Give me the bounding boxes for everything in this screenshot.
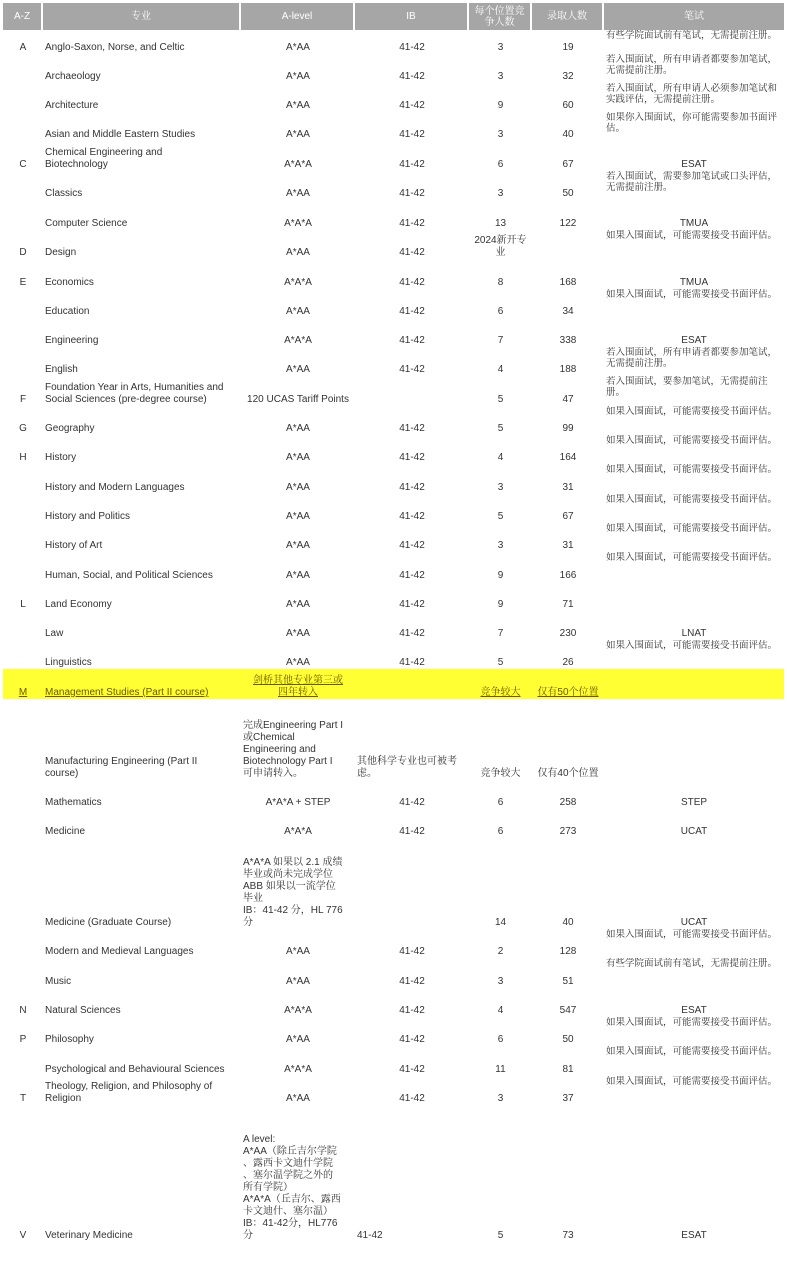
table-row xyxy=(3,640,784,669)
row-letter: C xyxy=(19,159,27,170)
row-alevel: A*AA xyxy=(286,452,310,463)
row-competition: 6 xyxy=(497,826,504,837)
table-row xyxy=(3,552,784,582)
row-letter: D xyxy=(19,247,27,258)
row-letter: N xyxy=(19,1005,27,1016)
row-alevel: A*AA xyxy=(286,657,310,668)
row-letter xyxy=(3,1046,43,1076)
row-written-test: UCAT xyxy=(680,826,708,837)
row-alevel: 完成Engineering Part I 或Chemical Engineering and Biotechnology Part I 可申请转入。 xyxy=(243,720,344,779)
row-competition: 13 xyxy=(494,218,507,229)
table-row xyxy=(3,699,784,780)
row-alevel: A*AA xyxy=(286,570,310,581)
row-letter xyxy=(3,838,43,929)
row-competition: 7 xyxy=(497,335,504,346)
row-competition: 2 xyxy=(497,946,504,957)
table-row xyxy=(3,611,784,640)
row-major: Geography xyxy=(45,423,95,434)
row-admitted xyxy=(532,230,604,259)
row-letter xyxy=(3,83,43,112)
row-admitted: 32 xyxy=(562,71,574,82)
row-written-test: TMUA xyxy=(679,277,709,288)
row-major: Economics xyxy=(45,277,94,288)
row-written-test: 如果入围面试，可能需要接受书面评估。 xyxy=(606,289,778,300)
row-written-test: 如果入围面试，可能需要接受书面评估。 xyxy=(606,640,778,651)
row-ib xyxy=(355,669,469,699)
row-admitted: 73 xyxy=(562,1230,574,1241)
row-admitted: 19 xyxy=(562,42,574,53)
row-alevel: A*AA xyxy=(286,511,310,522)
row-competition: 9 xyxy=(497,570,504,581)
row-admitted: 34 xyxy=(562,306,574,317)
row-letter: G xyxy=(19,423,27,434)
row-admitted: 26 xyxy=(562,657,574,668)
row-admitted: 273 xyxy=(559,826,577,837)
row-alevel: A*AA xyxy=(286,42,310,53)
row-competition: 5 xyxy=(497,657,504,668)
row-written-test: ESAT xyxy=(681,1230,707,1241)
row-letter xyxy=(3,552,43,582)
row-major: Education xyxy=(45,306,90,317)
row-admitted: 338 xyxy=(559,335,577,346)
table-row xyxy=(3,958,784,988)
row-admitted: 50 xyxy=(562,1034,574,1045)
row-competition: 5 xyxy=(497,511,504,522)
row-major: History and Modern Languages xyxy=(45,482,185,493)
table-body xyxy=(3,30,784,1242)
row-ib: 41-42 xyxy=(399,797,425,808)
row-alevel: A*A*A xyxy=(284,159,312,170)
row-competition: 3 xyxy=(497,540,504,551)
row-major: Anglo-Saxon, Norse, and Celtic xyxy=(45,42,185,53)
table-row xyxy=(3,83,784,112)
row-alevel: A*AA xyxy=(286,599,310,610)
row-written-test: ESAT xyxy=(681,1005,707,1016)
row-major: Management Studies (Part II course) xyxy=(43,669,241,699)
row-ib: 41-42 xyxy=(399,364,425,375)
table-row xyxy=(3,376,784,406)
row-letter xyxy=(3,54,43,83)
row-written-test: 如果入围面试，可能需要接受书面评估。 xyxy=(606,929,778,940)
row-ib: 41-42 xyxy=(399,247,425,258)
row-ib: 41-42 xyxy=(399,452,425,463)
row-ib: 41-42 xyxy=(357,1230,383,1241)
row-admitted: 40 xyxy=(562,917,574,928)
row-major: English xyxy=(45,364,78,375)
row-admitted: 47 xyxy=(562,394,574,405)
table-row xyxy=(3,988,784,1017)
row-major: Theology, Religion, and Philosophy of Religion xyxy=(45,1081,213,1104)
table-row xyxy=(3,669,784,699)
row-alevel: A*AA xyxy=(286,1093,310,1104)
row-alevel: A*A*A xyxy=(284,335,312,346)
row-written-test: 若入围面试，所有申请者都要参加笔试，无需提前注册。 xyxy=(606,54,778,76)
row-letter xyxy=(3,699,43,780)
row-written-test: 如果入围面试，可能需要接受书面评估。 xyxy=(606,230,778,241)
row-written-test: ESAT xyxy=(681,159,707,170)
row-ib: 41-42 xyxy=(399,540,425,551)
row-major: History xyxy=(45,452,77,463)
row-ib: 41-42 xyxy=(399,306,425,317)
row-admitted: 51 xyxy=(562,976,574,987)
row-letter: E xyxy=(19,277,27,288)
row-major: Medicine (Graduate Course) xyxy=(45,917,172,928)
row-written-test: 如果你入围面试，你可能需要参加书面评估。 xyxy=(606,112,778,134)
row-competition: 2024新开专 业 xyxy=(474,235,527,258)
row-competition: 6 xyxy=(497,1034,504,1045)
row-letter xyxy=(3,780,43,809)
row-major: Linguistics xyxy=(45,657,92,668)
row-ib: 41-42 xyxy=(399,570,425,581)
row-major: Classics xyxy=(45,188,83,199)
row-admitted: 81 xyxy=(562,1064,574,1075)
row-written-test: 如果入围面试，可能需要接受书面评估。 xyxy=(606,494,778,505)
row-written-test: 若入围面试，要参加笔试，无需提前注册。 xyxy=(606,376,768,398)
row-admitted: 230 xyxy=(559,628,577,639)
row-major: History and Politics xyxy=(45,511,131,522)
row-alevel: A*A*A xyxy=(284,218,312,229)
table-row xyxy=(3,289,784,318)
row-ib: 41-42 xyxy=(399,657,425,668)
row-written-test: STEP xyxy=(680,797,708,808)
row-admitted: 仅有50个位置 xyxy=(532,669,604,699)
row-alevel: A*A*A xyxy=(284,826,312,837)
row-major: Chemical Engineering and Biotechnology xyxy=(45,147,163,170)
row-major: Engineering xyxy=(45,335,99,346)
row-competition: 11 xyxy=(495,1064,506,1075)
row-letter xyxy=(3,494,43,523)
row-written-test: 有些学院面试前有笔试，无需提前注册。 xyxy=(606,30,778,41)
row-ib: 其他科学专业也可被考 虑。 xyxy=(357,756,457,779)
table-row xyxy=(3,464,784,494)
table-row xyxy=(3,435,784,464)
row-ib: 41-42 xyxy=(399,628,425,639)
row-alevel: A level: A*AA（除丘吉尔学院 、露西卡文迪什学院 、塞尔温学院之外的 所有学院） A*A*A（丘吉尔、露西 卡文迪什、塞尔温） IB：41-42分，HL776 分 xyxy=(243,1134,341,1241)
row-alevel: A*AA xyxy=(286,247,310,258)
table-row xyxy=(3,406,784,435)
row-written-test: 如果入围面试，可能需要接受书面评估。 xyxy=(606,1046,778,1057)
table-row xyxy=(3,929,784,958)
row-written-test: 如果入围面试，可能需要接受书面评估。 xyxy=(606,1076,778,1087)
row-letter: H xyxy=(19,452,27,463)
table-row xyxy=(3,259,784,289)
row-letter: V xyxy=(19,1230,27,1241)
row-admitted: 67 xyxy=(562,511,574,522)
row-competition: 3 xyxy=(497,1093,504,1104)
row-alevel: A*AA xyxy=(286,482,310,493)
row-ib: 41-42 xyxy=(399,71,425,82)
row-major: Philosophy xyxy=(45,1034,94,1045)
header-alevel: A-level xyxy=(241,3,355,30)
table-row xyxy=(3,318,784,347)
table-row xyxy=(3,1046,784,1076)
row-ib xyxy=(355,376,469,406)
row-ib: 41-42 xyxy=(399,100,425,111)
table-row xyxy=(3,230,784,259)
row-written-test: 如果入围面试，可能需要接受书面评估。 xyxy=(606,523,778,534)
row-letter xyxy=(3,171,43,200)
row-alevel: A*AA xyxy=(286,1034,310,1045)
row-major: Computer Science xyxy=(45,218,128,229)
row-written-test: 如果入围面试，可能需要接受书面评估。 xyxy=(606,552,778,563)
row-letter xyxy=(3,523,43,552)
row-letter xyxy=(3,611,43,640)
row-major: Music xyxy=(45,976,72,987)
table-row xyxy=(3,582,784,611)
row-alevel: A*A*A xyxy=(284,1005,312,1016)
row-admitted: 31 xyxy=(562,540,574,551)
row-alevel: A*A*A xyxy=(284,277,312,288)
row-admitted: 71 xyxy=(562,599,574,610)
row-admitted: 258 xyxy=(559,797,577,808)
row-ib: 41-42 xyxy=(399,188,425,199)
row-competition: 7 xyxy=(497,628,504,639)
row-competition: 竞争较大 xyxy=(469,669,532,699)
table-row xyxy=(3,112,784,141)
row-letter: M xyxy=(3,669,43,699)
row-written-test xyxy=(604,582,784,611)
row-ib: 41-42 xyxy=(399,423,425,434)
row-admitted: 128 xyxy=(559,946,577,957)
table-row xyxy=(3,1105,784,1242)
row-ib: 41-42 xyxy=(399,946,425,957)
table-row xyxy=(3,780,784,809)
row-written-test: 如果入围面试，可能需要接受书面评估。 xyxy=(606,1017,778,1028)
row-written-test: 若入围面试，所有申请人必须参加笔试和实践评估，无需提前注册。 xyxy=(606,83,778,105)
row-alevel: A*AA xyxy=(286,188,310,199)
row-major: Natural Sciences xyxy=(45,1005,121,1016)
row-major: Psychological and Behavioural Sciences xyxy=(45,1064,225,1075)
row-written-test: 有些学院面试前有笔试，无需提前注册。 xyxy=(606,958,778,969)
row-letter: A xyxy=(19,42,27,53)
row-admitted: 99 xyxy=(562,423,574,434)
row-competition: 5 xyxy=(497,394,504,405)
row-ib: 41-42 xyxy=(399,1064,425,1075)
row-letter xyxy=(3,112,43,141)
row-letter xyxy=(3,809,43,838)
table-row xyxy=(3,54,784,83)
row-ib: 41-42 xyxy=(399,1034,425,1045)
row-alevel: A*A*A 如果以 2.1 成绩 毕业或尚未完成学位 ABB 如果以一流学位 毕业 IB：41-42 分，HL 776 分 xyxy=(243,857,343,928)
row-ib: 41-42 xyxy=(399,42,425,53)
row-major: Medicine xyxy=(45,826,86,837)
row-ib: 41-42 xyxy=(399,1005,425,1016)
row-alevel: A*AA xyxy=(286,423,310,434)
row-major: Modern and Medieval Languages xyxy=(45,946,194,957)
header-major: 专业 xyxy=(43,3,241,30)
header-ib: IB xyxy=(355,3,469,30)
row-admitted: 31 xyxy=(562,482,574,493)
row-ib: 41-42 xyxy=(399,129,425,140)
table-row xyxy=(3,347,784,376)
table-row xyxy=(3,523,784,552)
row-competition: 9 xyxy=(497,100,504,111)
row-competition: 3 xyxy=(497,71,504,82)
row-written-test: 如果入围面试，可能需要接受书面评估。 xyxy=(606,464,778,475)
table-row xyxy=(3,494,784,523)
row-ib: 41-42 xyxy=(399,159,425,170)
row-admitted: 67 xyxy=(562,159,574,170)
row-major: Human, Social, and Political Sciences xyxy=(45,570,213,581)
header-row xyxy=(3,3,784,30)
table-row xyxy=(3,171,784,200)
row-alevel: A*AA xyxy=(286,976,310,987)
header-admitted: 录取人数 xyxy=(532,3,604,30)
row-letter xyxy=(3,958,43,988)
header-az: A-Z xyxy=(3,3,43,30)
row-letter: T xyxy=(19,1093,27,1104)
row-major: Veterinary Medicine xyxy=(45,1230,133,1241)
row-admitted: 164 xyxy=(559,452,577,463)
row-competition: 3 xyxy=(497,976,504,987)
row-major: Foundation Year in Arts, Humanities and Social Sciences (pre-degree course) xyxy=(45,382,224,405)
row-major: Architecture xyxy=(45,100,99,111)
admissions-table xyxy=(3,3,784,1242)
row-ib: 41-42 xyxy=(399,335,425,346)
row-alevel: A*AA xyxy=(286,71,310,82)
row-major: Manufacturing Engineering (Part II course) xyxy=(45,756,198,779)
row-admitted: 37 xyxy=(562,1093,574,1104)
row-admitted: 188 xyxy=(559,364,577,375)
row-competition: 6 xyxy=(497,797,504,808)
row-admitted: 547 xyxy=(559,1005,577,1016)
row-letter xyxy=(3,640,43,669)
row-major: Design xyxy=(45,247,77,258)
row-competition: 3 xyxy=(497,482,504,493)
table-row xyxy=(3,141,784,171)
row-letter xyxy=(3,318,43,347)
row-letter xyxy=(3,929,43,958)
header-competition: 每个位置竞 争人数 xyxy=(469,3,532,30)
table-row xyxy=(3,200,784,230)
row-admitted: 仅有40个位置 xyxy=(537,768,599,779)
row-alevel: A*A*A xyxy=(284,1064,312,1075)
row-written-test: UCAT xyxy=(680,917,708,928)
row-admitted: 60 xyxy=(562,100,574,111)
row-ib: 41-42 xyxy=(399,826,425,837)
row-competition: 4 xyxy=(497,364,504,375)
row-alevel: 120 UCAS Tariff Points xyxy=(247,394,349,405)
row-major: Mathematics xyxy=(45,797,102,808)
row-letter: P xyxy=(19,1034,27,1045)
row-admitted: 166 xyxy=(559,570,577,581)
row-major: Land Economy xyxy=(45,599,112,610)
row-competition: 竞争较大 xyxy=(480,768,521,779)
row-alevel: A*AA xyxy=(286,306,310,317)
row-written-test: TMUA xyxy=(679,218,709,229)
row-written-test: 若入围面试，需要参加笔试或口头评估，无需提前注册。 xyxy=(606,171,778,193)
row-alevel: A*A*A + STEP xyxy=(265,797,331,808)
row-letter: F xyxy=(19,394,27,405)
row-competition: 6 xyxy=(497,159,504,170)
row-ib: 41-42 xyxy=(399,599,425,610)
row-ib: 41-42 xyxy=(399,277,425,288)
row-letter: L xyxy=(20,599,26,610)
row-admitted: 50 xyxy=(562,188,574,199)
row-written-test: 如果入围面试，可能需要接受书面评估。 xyxy=(606,435,778,446)
header-written-test: 笔试 xyxy=(604,3,784,30)
row-alevel: A*AA xyxy=(286,540,310,551)
row-ib: 41-42 xyxy=(399,976,425,987)
row-written-test: 如果入围面试，可能需要接受书面评估。 xyxy=(606,406,778,417)
row-competition: 4 xyxy=(497,452,504,463)
row-competition: 4 xyxy=(497,1005,504,1016)
table-header xyxy=(3,3,784,30)
row-letter xyxy=(3,464,43,494)
row-written-test: ESAT xyxy=(681,335,707,346)
row-written-test: LNAT xyxy=(681,628,707,639)
table-row xyxy=(3,1076,784,1105)
table-row xyxy=(3,30,784,54)
row-competition: 3 xyxy=(497,129,504,140)
row-competition: 9 xyxy=(497,599,504,610)
row-competition: 5 xyxy=(497,1230,504,1241)
row-ib xyxy=(355,838,469,929)
row-competition: 6 xyxy=(497,306,504,317)
row-alevel: A*AA xyxy=(286,100,310,111)
row-ib: 41-42 xyxy=(399,511,425,522)
row-ib: 41-42 xyxy=(399,482,425,493)
row-alevel: A*AA xyxy=(286,364,310,375)
row-admitted: 40 xyxy=(562,129,574,140)
row-competition: 3 xyxy=(497,188,504,199)
row-major: Archaeology xyxy=(45,71,101,82)
row-competition: 8 xyxy=(497,277,504,288)
table-row xyxy=(3,838,784,929)
row-letter xyxy=(3,289,43,318)
row-written-test xyxy=(604,669,784,699)
row-letter xyxy=(3,347,43,376)
row-letter xyxy=(3,200,43,230)
row-competition: 14 xyxy=(494,917,507,928)
row-ib: 41-42 xyxy=(399,1093,425,1104)
row-alevel: 剑桥其他专业第三或 四年转入 xyxy=(241,669,355,699)
row-written-test xyxy=(604,699,784,780)
row-alevel: A*AA xyxy=(286,628,310,639)
row-competition: 3 xyxy=(497,42,504,53)
table-row xyxy=(3,1017,784,1046)
row-alevel: A*AA xyxy=(286,129,310,140)
row-ib: 41-42 xyxy=(399,218,425,229)
row-major: History of Art xyxy=(45,540,103,551)
table-row xyxy=(3,809,784,838)
row-admitted: 122 xyxy=(559,218,577,229)
row-major: Law xyxy=(45,628,64,639)
row-admitted: 168 xyxy=(559,277,577,288)
row-written-test: 若入围面试，所有申请者都要参加笔试，无需提前注册。 xyxy=(606,347,778,369)
row-major: Asian and Middle Eastern Studies xyxy=(45,129,196,140)
row-alevel: A*AA xyxy=(286,946,310,957)
row-competition: 5 xyxy=(497,423,504,434)
